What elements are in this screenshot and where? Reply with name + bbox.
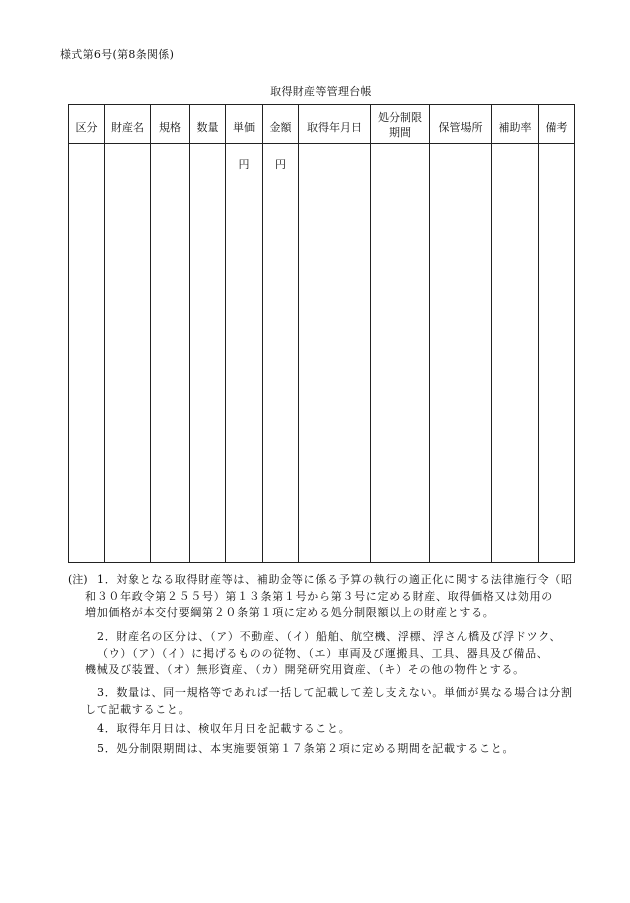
- note-line: [97, 629, 561, 645]
- note-number: 4．: [97, 722, 117, 735]
- table-header-row: [69, 105, 575, 144]
- note-line: [68, 572, 573, 588]
- cell-quantity: [190, 144, 226, 563]
- header-amount: 金額: [263, 105, 299, 144]
- table-row: [69, 144, 575, 563]
- note-line: （ウ）（ア）（イ）に掲げるものの従物、（エ）車両及び運搬具、工具、器具及び備品、: [97, 647, 549, 660]
- cell-unit-price: [226, 144, 263, 563]
- notes-label: (注): [68, 573, 88, 586]
- header-disposal-restriction-period-line-1: 処分制限: [378, 111, 422, 124]
- header-disposal-restriction-period: [371, 105, 430, 144]
- header-specification: 規格: [151, 105, 190, 144]
- cell-subsidy-rate: [492, 144, 539, 563]
- form-number: 様式第6号(第8条関係): [60, 48, 175, 61]
- note-text: 財産名の区分は、（ア）不動産、（イ）船舶、航空機、浮標、浮さん橋及び浮ドツク、: [116, 630, 562, 643]
- cell-specification: [151, 144, 190, 563]
- cell-storage-location: [430, 144, 492, 563]
- note-text: 取得年月日は、検収年月日を記載すること。: [116, 722, 351, 735]
- note-text: 処分制限期間は、本実施要領第１７条第２項に定める期間を記載すること。: [116, 742, 515, 755]
- note-number: 3．: [97, 686, 117, 699]
- note-number: 5．: [97, 742, 117, 755]
- note-line: 増加価格が本交付要綱第２０条第１項に定める処分制限額以上の財産とする。: [85, 606, 495, 619]
- cell-category: [69, 144, 105, 563]
- header-subsidy-rate: 補助率: [492, 105, 539, 144]
- cell-remarks: [539, 144, 575, 563]
- note-number: 1．: [97, 573, 117, 586]
- note-text: 数量は、同一規格等であれば一括して記載して差し支えない。単価が異なる場合は分割: [116, 686, 573, 699]
- note-line: [97, 721, 350, 737]
- cell-amount: [263, 144, 299, 563]
- header-category: 区分: [69, 105, 105, 144]
- header-quantity: 数量: [190, 105, 226, 144]
- property-management-ledger-table: [68, 104, 575, 563]
- header-property-name: 財産名: [105, 105, 151, 144]
- note-text: 対象となる取得財産等は、補助金等に係る予算の執行の適正化に関する法律施行令（昭: [116, 573, 573, 586]
- cell-property-name: [105, 144, 151, 563]
- header-unit-price: 単価: [226, 105, 263, 144]
- amount-yen-label: 円: [275, 158, 286, 171]
- cell-acquisition-date: [299, 144, 371, 563]
- document-title: 取得財産等管理台帳: [270, 85, 372, 98]
- header-disposal-restriction-period-line-2: 期間: [389, 126, 411, 139]
- note-line: して記載すること。: [85, 703, 191, 716]
- note-line: [97, 741, 514, 757]
- cell-disposal-restriction-period: [371, 144, 430, 563]
- header-storage-location: 保管場所: [430, 105, 492, 144]
- note-line: 和３０年政令第２５５号）第１３条第１号から第３号に定める財産、取得価格又は効用の: [85, 590, 553, 603]
- note-number: 2．: [97, 630, 117, 643]
- note-line: 機械及び装置、（オ）無形資産、（カ）開発研究用資産、（キ）その他の物件とする。: [85, 663, 525, 676]
- header-remarks: 備考: [539, 105, 575, 144]
- unit-price-yen-label: 円: [238, 158, 250, 171]
- note-line: [97, 685, 573, 701]
- header-acquisition-date: 取得年月日: [299, 105, 371, 144]
